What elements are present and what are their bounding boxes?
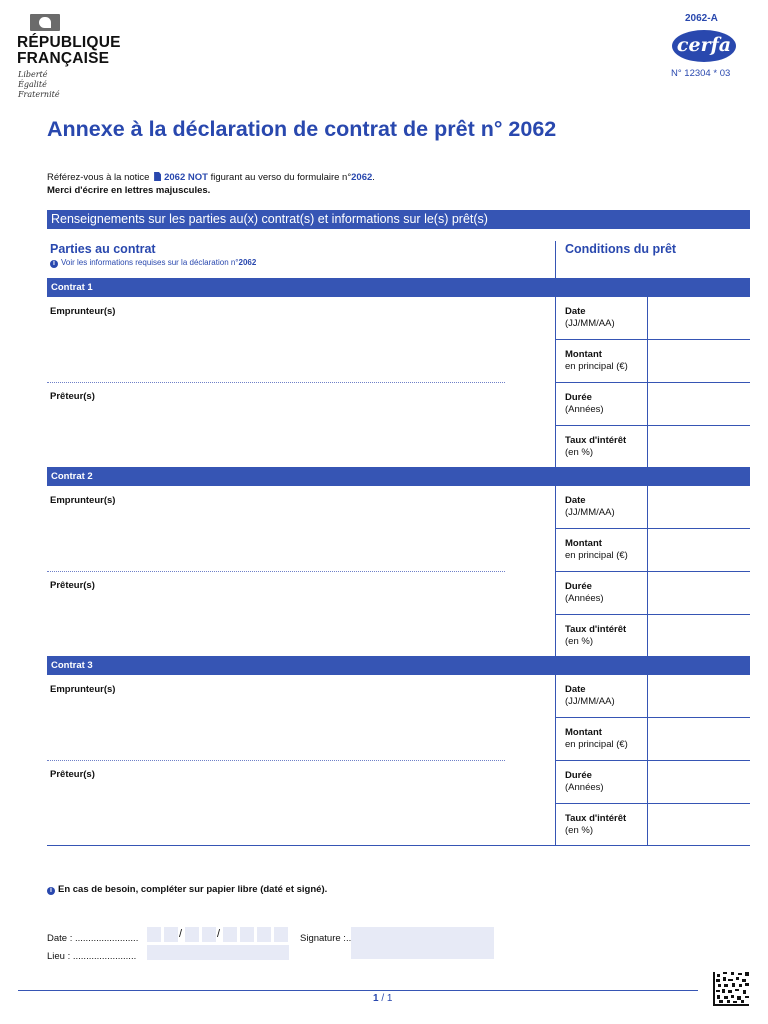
borrower-field[interactable] xyxy=(47,318,552,378)
place-label: Lieu : ........................ xyxy=(47,951,137,962)
cerfa-logo: cerfa xyxy=(672,30,736,62)
condition-unit: (Années) xyxy=(565,593,604,604)
borrower-field[interactable] xyxy=(47,507,552,567)
condition-unit: (Années) xyxy=(565,782,604,793)
republique-line-2: FRANÇAISE xyxy=(17,50,110,67)
condition-field[interactable] xyxy=(648,529,750,571)
condition-label xyxy=(565,684,615,708)
condition-label xyxy=(565,581,604,605)
page-title: Annexe à la déclaration de contrat de prêt n° 2062 xyxy=(47,117,557,141)
condition-name: Taux d'intérêt xyxy=(565,435,627,446)
document-icon xyxy=(154,172,161,181)
contract-label: Contrat 3 xyxy=(51,660,93,671)
place-field[interactable] xyxy=(147,945,289,960)
condition-field[interactable] xyxy=(648,486,750,528)
notice-link[interactable]: 2062 NOT xyxy=(164,172,208,183)
date-day-2[interactable] xyxy=(164,927,178,942)
date-sep-2: / xyxy=(217,928,221,940)
lender-field[interactable] xyxy=(47,592,552,652)
date-label: Date : ........................ xyxy=(47,933,139,944)
condition-name: Durée xyxy=(565,770,592,781)
condition-label xyxy=(565,813,626,837)
condition-label xyxy=(565,727,628,751)
datamatrix-code xyxy=(713,972,749,1006)
parties-note-text: Voir les informations requises sur la déclaration n° xyxy=(61,258,239,267)
condition-name: Date xyxy=(565,495,586,506)
condition-unit: (JJ/MM/AA) xyxy=(565,696,615,707)
condition-field[interactable] xyxy=(648,761,750,803)
condition-field[interactable] xyxy=(648,804,750,846)
condition-field[interactable] xyxy=(648,572,750,614)
condition-unit: (en %) xyxy=(565,447,593,458)
lender-field[interactable] xyxy=(47,781,552,841)
condition-name: Durée xyxy=(565,581,592,592)
column-divider xyxy=(555,241,556,278)
party-separator xyxy=(47,571,505,572)
borrower-label: Emprunteur(s) xyxy=(50,306,116,317)
date-month-2[interactable] xyxy=(202,927,216,942)
condition-unit: (en %) xyxy=(565,636,593,647)
condition-name: Durée xyxy=(565,392,592,403)
conditions-heading: Conditions du prêt xyxy=(565,242,677,256)
condition-field[interactable] xyxy=(648,426,750,468)
motto-egalite: Égalité xyxy=(18,80,47,89)
info-icon: i xyxy=(47,887,55,895)
condition-unit: en principal (€) xyxy=(565,361,628,372)
condition-unit: (Années) xyxy=(565,404,604,415)
condition-label xyxy=(565,538,628,562)
extra-sheet-note xyxy=(47,884,327,895)
date-year-3[interactable] xyxy=(257,927,271,942)
parties-heading: Parties au contrat xyxy=(50,242,156,256)
condition-name: Montant xyxy=(565,349,602,360)
condition-field[interactable] xyxy=(648,297,750,339)
info-icon: i xyxy=(50,260,58,268)
parties-note xyxy=(50,258,256,268)
page-total: / 1 xyxy=(378,993,393,1004)
lender-label: Prêteur(s) xyxy=(50,391,95,402)
republique-line-1: RÉPUBLIQUE xyxy=(17,34,121,51)
contract-bar xyxy=(47,278,750,297)
party-separator xyxy=(47,382,505,383)
borrower-field[interactable] xyxy=(47,696,552,756)
date-year-2[interactable] xyxy=(240,927,254,942)
condition-unit: (JJ/MM/AA) xyxy=(565,507,615,518)
condition-name: Date xyxy=(565,684,586,695)
marianne-logo xyxy=(30,14,60,31)
condition-name: Taux d'intérêt xyxy=(565,813,627,824)
condition-field[interactable] xyxy=(648,340,750,382)
table-bottom-border xyxy=(47,845,750,846)
date-year-4[interactable] xyxy=(274,927,288,942)
condition-name: Date xyxy=(565,306,586,317)
uppercase-instruction: Merci d'écrire en lettres majuscules. xyxy=(47,185,211,196)
condition-label xyxy=(565,770,604,794)
lender-label: Prêteur(s) xyxy=(50,769,95,780)
date-month-1[interactable] xyxy=(185,927,199,942)
condition-unit: (JJ/MM/AA) xyxy=(565,318,615,329)
condition-field[interactable] xyxy=(648,675,750,717)
condition-unit: en principal (€) xyxy=(565,739,628,750)
date-year-1[interactable] xyxy=(223,927,237,942)
contract-bar xyxy=(47,656,750,675)
lender-field[interactable] xyxy=(47,403,552,463)
condition-field[interactable] xyxy=(648,383,750,425)
lender-label: Prêteur(s) xyxy=(50,580,95,591)
condition-name: Montant xyxy=(565,727,602,738)
signature-label: Signature :.. xyxy=(300,933,352,944)
condition-name: Taux d'intérêt xyxy=(565,624,627,635)
contract-label: Contrat 2 xyxy=(51,471,93,482)
footer-divider xyxy=(18,990,698,991)
form-code: 2062-A xyxy=(685,13,718,24)
condition-label xyxy=(565,624,626,648)
condition-field[interactable] xyxy=(648,718,750,760)
party-separator xyxy=(47,760,505,761)
contract-bar xyxy=(47,467,750,486)
condition-label xyxy=(565,435,626,459)
motto-fraternite: Fraternité xyxy=(18,90,60,99)
motto-liberte: Liberté xyxy=(18,70,48,79)
borrower-label: Emprunteur(s) xyxy=(50,495,116,506)
borrower-label: Emprunteur(s) xyxy=(50,684,116,695)
condition-label xyxy=(565,349,628,373)
condition-label xyxy=(565,495,615,519)
notice-line xyxy=(47,172,375,184)
section-header: Renseignements sur les parties au(x) contrat(s) et informations sur le(s) prêt(s) xyxy=(47,210,750,229)
date-day-1[interactable] xyxy=(147,927,161,942)
condition-unit: en principal (€) xyxy=(565,550,628,561)
parties-note-ref: 2062 xyxy=(238,258,257,267)
condition-label xyxy=(565,306,615,330)
notice-text-1: Référez-vous à la notice xyxy=(47,172,150,183)
condition-label xyxy=(565,392,604,416)
date-sep-1: / xyxy=(179,928,183,940)
extra-sheet-text: En cas de besoin, compléter sur papier libre (daté et signé). xyxy=(58,884,328,895)
notice-text-2: figurant au verso du formulaire n° xyxy=(210,172,352,183)
contract-label: Contrat 1 xyxy=(51,282,93,293)
condition-name: Montant xyxy=(565,538,602,549)
page-number xyxy=(373,993,392,1004)
condition-unit: (en %) xyxy=(565,825,593,836)
notice-form-ref: 2062 xyxy=(351,172,373,183)
cerfa-number: N° 12304 * 03 xyxy=(671,68,731,79)
notice-period: . xyxy=(372,172,375,183)
page-current: 1 xyxy=(373,993,379,1004)
condition-field[interactable] xyxy=(648,615,750,657)
signature-field[interactable] xyxy=(351,927,494,959)
